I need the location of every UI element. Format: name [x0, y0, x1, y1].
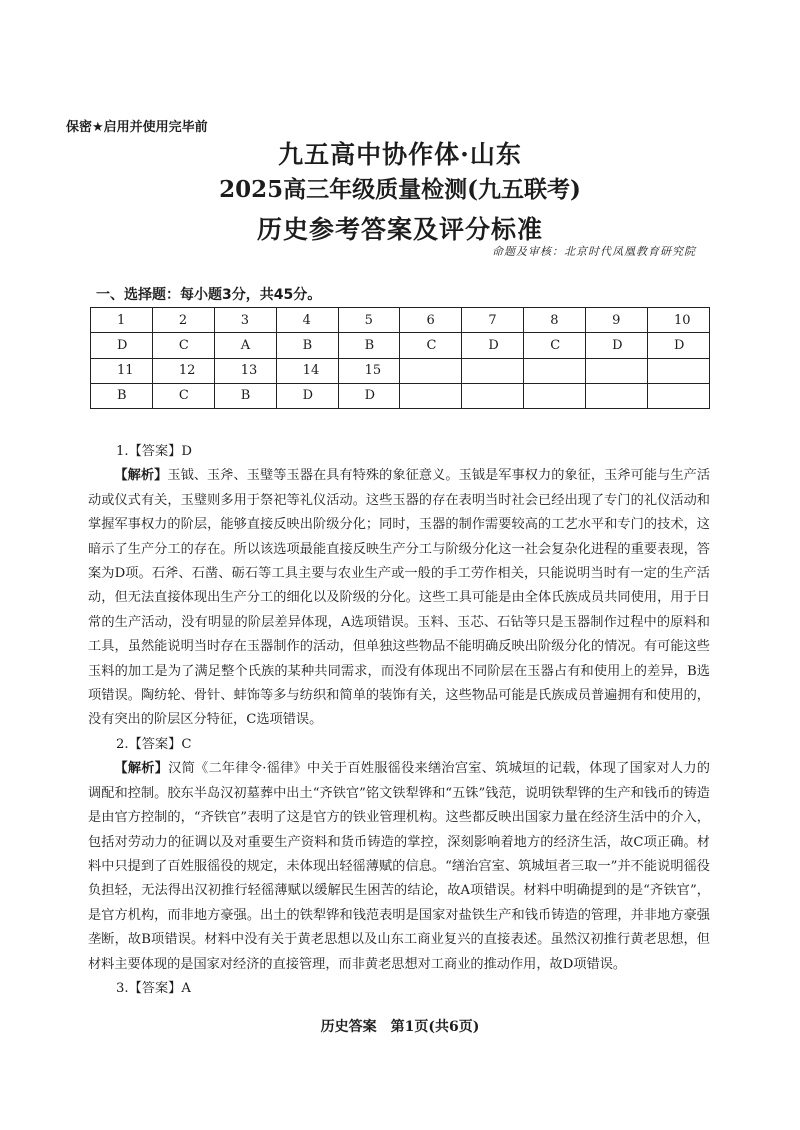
table-cell: D [586, 333, 648, 358]
table-cell: C [524, 333, 586, 358]
explanation-q2 [88, 757, 710, 977]
table-cell: 5 [338, 308, 400, 333]
table-cell [462, 358, 524, 383]
table-cell: B [338, 333, 400, 358]
title-line-1: 九五高中协作体·山东 [278, 140, 522, 169]
table-row [91, 308, 710, 333]
table-cell: D [276, 383, 338, 408]
explanation-text: 玉钺、玉斧、玉璧等玉器在具有特殊的象征意义。玉钺是军事权力的象征，玉斧可能与生产活动或仪式有关，玉璧则多用于祭祀等礼仪活动。这些玉器的存在表明当时社会已经出现了专门的礼仪活动和掌握军事权力的阶层，能够直接反映出阶级分化；同时，玉器的制作需要较高的工艺水平和专门的技术，这暗示了生产分工的存在。所以该选项最能直接反映生产分工与阶级分化这一社会复杂化进程的重要表现，答案为D项。石斧、石凿、砺石等工具主要与农业生产或一般的手工劳作相关，只能说明当时有一定的生产活动，但无法直接体现出生产分工的细化以及阶级的分化。这些工具可能是由全体氏族成员共同使用，用于日常的生产活动，没有明显的阶层差异体现，A选项错误。玉料、玉芯、石钻等只是玉器制作过程中的原料和工具，虽然能说明当时存在玉器制作的活动，但单独这些物品不能明确反映出阶级分化的情况。有可能这些玉料的加工是为了满足整个氏族的某种共同需求，而没有体现出不同阶层在玉器占有和使用上的差异，B选项错误。陶纺轮、骨针、蚌饰等多与纺织和简单的装饰有关，这些物品可能是氏族成员普遍拥有和使用的，没有突出的阶层区分特征，C选项错误。 [88, 468, 711, 728]
explanation-tag: 【解析】 [114, 468, 168, 484]
page-footer: 历史答案 第1页(共6页) [320, 1019, 480, 1035]
table-cell: D [648, 333, 710, 358]
table-cell [648, 383, 710, 408]
table-cell: 9 [586, 308, 648, 333]
answer-table [90, 307, 710, 409]
title-line-3: 历史参考答案及评分标准 [256, 215, 543, 244]
title-line-2: 2025高三年级质量检测(九五联考) [219, 176, 581, 203]
confidential-label: 保密★启用并使用完毕前 [66, 120, 208, 135]
table-cell [524, 383, 586, 408]
table-cell: D [462, 333, 524, 358]
table-cell: 8 [524, 308, 586, 333]
table-cell: B [91, 383, 153, 408]
table-row [91, 383, 710, 408]
explanation-text: 汉简《二年律令·徭律》中关于百姓服徭役来缮治宫室、筑城垣的记载，体现了国家对人力的调配和控制。胶东半岛汉初墓葬中出土“齐铁官”铭文铁犁铧和“五铢”钱范，说明铁犁铧的生产和钱币的铸造是由官方控制的，“齐铁官”表明了这是官方的铁业管理机构。这些都反映出国家力量在经济生活中的介入，包括对劳动力的征调以及对重要生产资料和货币铸造的掌控，深刻影响着地方的经济生活，故C项正确。材料中只提到了百姓服徭役的规定，未体现出轻徭薄赋的信息。“缮治宫室、筑城垣者三取一”并不能说明徭役负担轻，无法得出汉初推行轻徭薄赋以缓解民生困苦的结论，故A项错误。材料中明确提到的是“齐铁官”，是官方机构，而非地方豪强。出土的铁犁铧和钱范表明是国家对盐铁生产和钱币铸造的管理，并非地方豪强垄断，故B项错误。材料中没有关于黄老思想以及山东工商业复兴的直接表述。虽然汉初推行黄老思想，但材料主要体现的是国家对经济的直接管理，而非黄老思想对工商业的推动作用，故D项错误。 [88, 761, 710, 972]
table-row [91, 333, 710, 358]
table-cell: C [400, 333, 462, 358]
table-cell: B [214, 383, 276, 408]
table-cell: B [276, 333, 338, 358]
table-cell: 11 [91, 358, 153, 383]
table-cell [462, 383, 524, 408]
table-cell [400, 358, 462, 383]
author-note: 命题及审核：北京时代凤凰教育研究院 [492, 245, 696, 258]
table-cell: D [91, 333, 153, 358]
table-cell: A [214, 333, 276, 358]
table-cell: 2 [152, 308, 214, 333]
table-cell [648, 358, 710, 383]
table-cell: 6 [400, 308, 462, 333]
table-cell [586, 358, 648, 383]
table-cell [400, 383, 462, 408]
table-cell [524, 358, 586, 383]
table-cell: C [152, 333, 214, 358]
answer-label-q3: 3.【答案】A [116, 980, 191, 996]
table-cell: 10 [648, 308, 710, 333]
table-cell: 7 [462, 308, 524, 333]
table-row [91, 358, 710, 383]
table-cell: 15 [338, 358, 400, 383]
table-cell: 3 [214, 308, 276, 333]
table-cell: 13 [214, 358, 276, 383]
table-cell: 4 [276, 308, 338, 333]
answer-label-q1: 1.【答案】D [116, 444, 192, 459]
table-cell: 14 [276, 358, 338, 383]
table-cell [586, 383, 648, 408]
table-cell: 12 [152, 358, 214, 383]
answer-label-q2: 2.【答案】C [116, 736, 192, 752]
explanation-tag: 【解析】 [114, 761, 169, 777]
explanation-q1 [88, 464, 710, 732]
section-title: 一、选择题：每小题3分，共45分。 [96, 287, 322, 303]
table-cell: C [152, 383, 214, 408]
table-cell: D [338, 383, 400, 408]
answer-explanations [88, 440, 710, 1001]
table-cell: 1 [91, 308, 153, 333]
